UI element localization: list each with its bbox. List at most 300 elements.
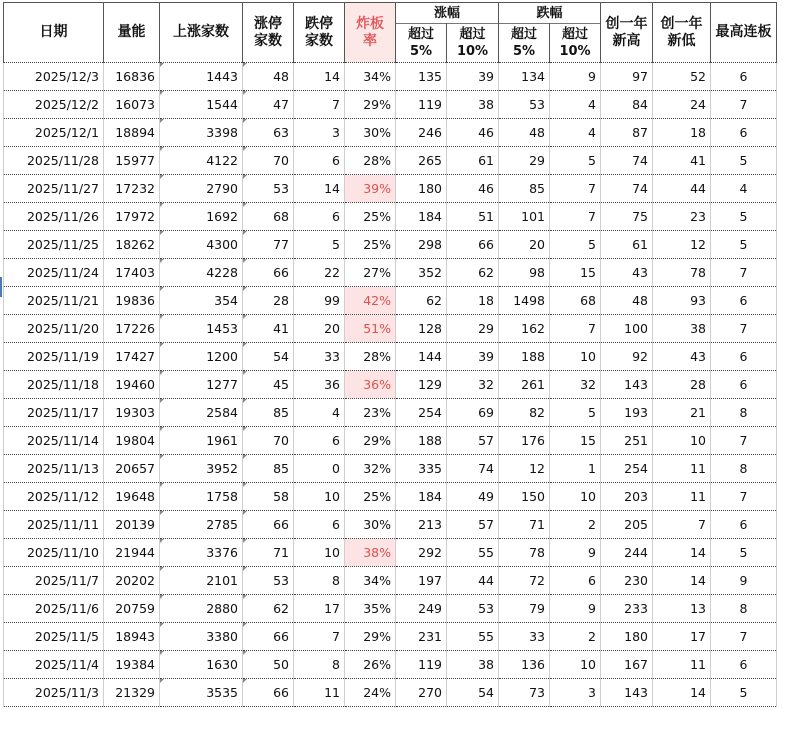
cell-rise-over-10[interactable]: 38 — [447, 651, 499, 679]
cell-fall-over-5[interactable]: 136 — [499, 651, 550, 679]
cell-year-low[interactable]: 44 — [653, 175, 711, 203]
cell-fall-over-5[interactable]: 53 — [499, 91, 550, 119]
cell-year-low[interactable]: 18 — [653, 119, 711, 147]
cell-volume[interactable]: 15977 — [104, 147, 160, 175]
cell-limit-down[interactable]: 17 — [294, 595, 345, 623]
cell-year-low[interactable]: 13 — [653, 595, 711, 623]
cell-date[interactable]: 2025/12/2 — [4, 91, 104, 119]
cell-max-streak[interactable]: 8 — [711, 455, 777, 483]
cell-fall-over-5[interactable]: 48 — [499, 119, 550, 147]
cell-rise-over-10[interactable]: 39 — [447, 343, 499, 371]
cell-year-high[interactable]: 203 — [601, 483, 653, 511]
cell-limit-down[interactable]: 3 — [294, 119, 345, 147]
cell-rise-over-10[interactable]: 49 — [447, 483, 499, 511]
cell-date[interactable]: 2025/11/24 — [4, 259, 104, 287]
cell-year-high[interactable]: 43 — [601, 259, 653, 287]
cell-fall-over-10[interactable]: 15 — [550, 259, 601, 287]
cell-max-streak[interactable]: 5 — [711, 679, 777, 707]
cell-up-count[interactable]: 1544 — [160, 91, 243, 119]
cell-volume[interactable]: 19303 — [104, 399, 160, 427]
cell-up-count[interactable]: 1443 — [160, 63, 243, 91]
cell-year-low[interactable]: 14 — [653, 679, 711, 707]
cell-limit-up[interactable]: 66 — [243, 511, 294, 539]
cell-year-high[interactable]: 97 — [601, 63, 653, 91]
cell-up-count[interactable]: 2584 — [160, 399, 243, 427]
cell-year-low[interactable]: 17 — [653, 623, 711, 651]
cell-volume[interactable]: 20657 — [104, 455, 160, 483]
cell-rise-over-5[interactable]: 292 — [396, 539, 447, 567]
cell-limit-up[interactable]: 66 — [243, 679, 294, 707]
cell-rise-over-5[interactable]: 270 — [396, 679, 447, 707]
cell-year-low[interactable]: 14 — [653, 567, 711, 595]
cell-max-streak[interactable]: 5 — [711, 147, 777, 175]
cell-max-streak[interactable]: 7 — [711, 315, 777, 343]
cell-year-high[interactable]: 75 — [601, 203, 653, 231]
cell-fall-over-10[interactable]: 5 — [550, 399, 601, 427]
header-fall-over-5[interactable]: 超过 5% — [499, 24, 550, 63]
cell-max-streak[interactable]: 7 — [711, 427, 777, 455]
cell-rise-over-5[interactable]: 335 — [396, 455, 447, 483]
cell-limit-up[interactable]: 28 — [243, 287, 294, 315]
cell-broken-rate[interactable]: 34% — [345, 567, 396, 595]
cell-year-high[interactable]: 233 — [601, 595, 653, 623]
cell-volume[interactable]: 17403 — [104, 259, 160, 287]
cell-fall-over-5[interactable]: 82 — [499, 399, 550, 427]
cell-date[interactable]: 2025/11/7 — [4, 567, 104, 595]
cell-limit-down[interactable]: 10 — [294, 483, 345, 511]
cell-limit-up[interactable]: 58 — [243, 483, 294, 511]
cell-volume[interactable]: 16836 — [104, 63, 160, 91]
cell-max-streak[interactable]: 8 — [711, 595, 777, 623]
cell-rise-over-5[interactable]: 265 — [396, 147, 447, 175]
cell-max-streak[interactable]: 6 — [711, 651, 777, 679]
cell-date[interactable]: 2025/11/12 — [4, 483, 104, 511]
cell-rise-over-5[interactable]: 144 — [396, 343, 447, 371]
cell-year-high[interactable]: 205 — [601, 511, 653, 539]
cell-rise-over-10[interactable]: 55 — [447, 539, 499, 567]
cell-broken-rate[interactable]: 23% — [345, 399, 396, 427]
cell-rise-over-5[interactable]: 231 — [396, 623, 447, 651]
cell-fall-over-5[interactable]: 134 — [499, 63, 550, 91]
cell-up-count[interactable]: 1961 — [160, 427, 243, 455]
cell-limit-down[interactable]: 14 — [294, 175, 345, 203]
cell-fall-over-10[interactable]: 6 — [550, 567, 601, 595]
cell-volume[interactable]: 17972 — [104, 203, 160, 231]
cell-date[interactable]: 2025/11/20 — [4, 315, 104, 343]
cell-max-streak[interactable]: 5 — [711, 231, 777, 259]
cell-date[interactable]: 2025/11/3 — [4, 679, 104, 707]
cell-volume[interactable]: 19836 — [104, 287, 160, 315]
cell-year-high[interactable]: 74 — [601, 147, 653, 175]
cell-date[interactable]: 2025/11/11 — [4, 511, 104, 539]
cell-broken-rate[interactable]: 35% — [345, 595, 396, 623]
cell-limit-up[interactable]: 63 — [243, 119, 294, 147]
header-year-low[interactable]: 创一年 新低 — [653, 3, 711, 63]
cell-limit-down[interactable]: 4 — [294, 399, 345, 427]
cell-fall-over-10[interactable]: 2 — [550, 623, 601, 651]
cell-fall-over-10[interactable]: 4 — [550, 91, 601, 119]
cell-volume[interactable]: 17427 — [104, 343, 160, 371]
cell-date[interactable]: 2025/11/21 — [4, 287, 104, 315]
cell-volume[interactable]: 21329 — [104, 679, 160, 707]
cell-limit-down[interactable]: 99 — [294, 287, 345, 315]
cell-year-low[interactable]: 93 — [653, 287, 711, 315]
cell-date[interactable]: 2025/11/27 — [4, 175, 104, 203]
cell-year-low[interactable]: 52 — [653, 63, 711, 91]
cell-volume[interactable]: 20759 — [104, 595, 160, 623]
cell-limit-up[interactable]: 47 — [243, 91, 294, 119]
cell-limit-up[interactable]: 45 — [243, 371, 294, 399]
header-year-high[interactable]: 创一年 新高 — [601, 3, 653, 63]
cell-fall-over-10[interactable]: 15 — [550, 427, 601, 455]
cell-fall-over-10[interactable]: 9 — [550, 595, 601, 623]
cell-volume[interactable]: 18894 — [104, 119, 160, 147]
cell-rise-over-5[interactable]: 119 — [396, 651, 447, 679]
cell-rise-over-10[interactable]: 57 — [447, 511, 499, 539]
cell-broken-rate[interactable]: 29% — [345, 91, 396, 119]
cell-limit-up[interactable]: 41 — [243, 315, 294, 343]
cell-fall-over-10[interactable]: 9 — [550, 63, 601, 91]
cell-volume[interactable]: 19804 — [104, 427, 160, 455]
cell-year-high[interactable]: 87 — [601, 119, 653, 147]
cell-max-streak[interactable]: 7 — [711, 259, 777, 287]
cell-year-low[interactable]: 11 — [653, 455, 711, 483]
cell-limit-up[interactable]: 53 — [243, 567, 294, 595]
header-broken-rate[interactable]: 炸板 率 — [345, 3, 396, 63]
cell-rise-over-5[interactable]: 128 — [396, 315, 447, 343]
cell-rise-over-5[interactable]: 188 — [396, 427, 447, 455]
cell-rise-over-10[interactable]: 61 — [447, 147, 499, 175]
cell-rise-over-5[interactable]: 184 — [396, 203, 447, 231]
cell-limit-up[interactable]: 71 — [243, 539, 294, 567]
cell-up-count[interactable]: 2880 — [160, 595, 243, 623]
cell-year-high[interactable]: 100 — [601, 315, 653, 343]
cell-limit-up[interactable]: 54 — [243, 343, 294, 371]
cell-max-streak[interactable]: 6 — [711, 511, 777, 539]
cell-rise-over-10[interactable]: 53 — [447, 595, 499, 623]
cell-date[interactable]: 2025/11/13 — [4, 455, 104, 483]
cell-broken-rate[interactable]: 29% — [345, 427, 396, 455]
cell-year-high[interactable]: 180 — [601, 623, 653, 651]
cell-limit-up[interactable]: 66 — [243, 623, 294, 651]
cell-up-count[interactable]: 354 — [160, 287, 243, 315]
cell-fall-over-10[interactable]: 5 — [550, 231, 601, 259]
cell-date[interactable]: 2025/11/25 — [4, 231, 104, 259]
cell-limit-down[interactable]: 6 — [294, 147, 345, 175]
cell-fall-over-10[interactable]: 7 — [550, 175, 601, 203]
cell-limit-down[interactable]: 14 — [294, 63, 345, 91]
cell-rise-over-5[interactable]: 62 — [396, 287, 447, 315]
cell-limit-down[interactable]: 6 — [294, 427, 345, 455]
cell-fall-over-10[interactable]: 9 — [550, 539, 601, 567]
header-limit-up[interactable]: 涨停 家数 — [243, 3, 294, 63]
cell-limit-down[interactable]: 8 — [294, 651, 345, 679]
cell-year-high[interactable]: 254 — [601, 455, 653, 483]
cell-broken-rate[interactable]: 26% — [345, 651, 396, 679]
cell-year-low[interactable]: 11 — [653, 651, 711, 679]
cell-broken-rate[interactable]: 30% — [345, 511, 396, 539]
cell-broken-rate[interactable]: 27% — [345, 259, 396, 287]
cell-year-low[interactable]: 11 — [653, 483, 711, 511]
cell-up-count[interactable]: 3535 — [160, 679, 243, 707]
cell-rise-over-5[interactable]: 119 — [396, 91, 447, 119]
cell-rise-over-10[interactable]: 18 — [447, 287, 499, 315]
cell-fall-over-5[interactable]: 188 — [499, 343, 550, 371]
header-up-count[interactable]: 上涨家数 — [160, 3, 243, 63]
cell-rise-over-5[interactable]: 254 — [396, 399, 447, 427]
cell-limit-up[interactable]: 48 — [243, 63, 294, 91]
cell-broken-rate[interactable]: 28% — [345, 147, 396, 175]
cell-broken-rate[interactable]: 32% — [345, 455, 396, 483]
cell-year-low[interactable]: 12 — [653, 231, 711, 259]
cell-rise-over-5[interactable]: 184 — [396, 483, 447, 511]
cell-fall-over-10[interactable]: 32 — [550, 371, 601, 399]
header-limit-down[interactable]: 跌停 家数 — [294, 3, 345, 63]
cell-rise-over-5[interactable]: 129 — [396, 371, 447, 399]
cell-rise-over-10[interactable]: 46 — [447, 119, 499, 147]
cell-broken-rate[interactable]: 29% — [345, 623, 396, 651]
cell-up-count[interactable]: 3398 — [160, 119, 243, 147]
cell-broken-rate[interactable]: 30% — [345, 119, 396, 147]
cell-broken-rate[interactable]: 25% — [345, 483, 396, 511]
header-fall-over-10[interactable]: 超过 10% — [550, 24, 601, 63]
cell-limit-down[interactable]: 0 — [294, 455, 345, 483]
cell-limit-down[interactable]: 7 — [294, 91, 345, 119]
cell-year-high[interactable]: 48 — [601, 287, 653, 315]
cell-up-count[interactable]: 1200 — [160, 343, 243, 371]
cell-limit-up[interactable]: 85 — [243, 399, 294, 427]
cell-fall-over-5[interactable]: 72 — [499, 567, 550, 595]
cell-year-low[interactable]: 78 — [653, 259, 711, 287]
cell-year-high[interactable]: 61 — [601, 231, 653, 259]
cell-fall-over-10[interactable]: 10 — [550, 343, 601, 371]
cell-rise-over-10[interactable]: 29 — [447, 315, 499, 343]
cell-up-count[interactable]: 2785 — [160, 511, 243, 539]
cell-limit-up[interactable]: 68 — [243, 203, 294, 231]
cell-volume[interactable]: 17232 — [104, 175, 160, 203]
header-date[interactable]: 日期 — [4, 3, 104, 63]
cell-broken-rate[interactable]: 38% — [345, 539, 396, 567]
cell-date[interactable]: 2025/12/1 — [4, 119, 104, 147]
cell-volume[interactable]: 18262 — [104, 231, 160, 259]
cell-year-low[interactable]: 14 — [653, 539, 711, 567]
header-max-streak[interactable]: 最高连板 — [711, 3, 777, 63]
header-rise-over-10[interactable]: 超过 10% — [447, 24, 499, 63]
cell-max-streak[interactable]: 7 — [711, 483, 777, 511]
cell-date[interactable]: 2025/11/6 — [4, 595, 104, 623]
cell-max-streak[interactable]: 9 — [711, 567, 777, 595]
cell-rise-over-10[interactable]: 38 — [447, 91, 499, 119]
cell-rise-over-5[interactable]: 246 — [396, 119, 447, 147]
header-rise-group[interactable]: 涨幅 — [396, 3, 499, 24]
cell-date[interactable]: 2025/11/19 — [4, 343, 104, 371]
header-rise-over-5[interactable]: 超过 5% — [396, 24, 447, 63]
cell-max-streak[interactable]: 4 — [711, 175, 777, 203]
cell-year-high[interactable]: 230 — [601, 567, 653, 595]
cell-rise-over-10[interactable]: 32 — [447, 371, 499, 399]
cell-year-high[interactable]: 143 — [601, 371, 653, 399]
cell-fall-over-10[interactable]: 68 — [550, 287, 601, 315]
cell-rise-over-10[interactable]: 46 — [447, 175, 499, 203]
cell-limit-down[interactable]: 6 — [294, 511, 345, 539]
cell-date[interactable]: 2025/11/28 — [4, 147, 104, 175]
cell-rise-over-5[interactable]: 180 — [396, 175, 447, 203]
cell-limit-up[interactable]: 53 — [243, 175, 294, 203]
cell-up-count[interactable]: 4122 — [160, 147, 243, 175]
cell-rise-over-5[interactable]: 213 — [396, 511, 447, 539]
cell-year-low[interactable]: 43 — [653, 343, 711, 371]
cell-fall-over-10[interactable]: 10 — [550, 651, 601, 679]
cell-up-count[interactable]: 3376 — [160, 539, 243, 567]
cell-fall-over-5[interactable]: 20 — [499, 231, 550, 259]
cell-broken-rate[interactable]: 25% — [345, 203, 396, 231]
cell-fall-over-10[interactable]: 2 — [550, 511, 601, 539]
cell-volume[interactable]: 20139 — [104, 511, 160, 539]
cell-year-high[interactable]: 193 — [601, 399, 653, 427]
cell-year-low[interactable]: 38 — [653, 315, 711, 343]
cell-broken-rate[interactable]: 36% — [345, 371, 396, 399]
cell-max-streak[interactable]: 8 — [711, 399, 777, 427]
cell-date[interactable]: 2025/11/17 — [4, 399, 104, 427]
cell-fall-over-10[interactable]: 3 — [550, 679, 601, 707]
cell-broken-rate[interactable]: 34% — [345, 63, 396, 91]
cell-broken-rate[interactable]: 28% — [345, 343, 396, 371]
cell-year-low[interactable]: 41 — [653, 147, 711, 175]
cell-limit-down[interactable]: 6 — [294, 203, 345, 231]
cell-rise-over-5[interactable]: 135 — [396, 63, 447, 91]
cell-fall-over-5[interactable]: 261 — [499, 371, 550, 399]
cell-year-high[interactable]: 244 — [601, 539, 653, 567]
cell-fall-over-5[interactable]: 101 — [499, 203, 550, 231]
cell-volume[interactable]: 20202 — [104, 567, 160, 595]
cell-limit-up[interactable]: 50 — [243, 651, 294, 679]
cell-year-high[interactable]: 84 — [601, 91, 653, 119]
cell-rise-over-10[interactable]: 51 — [447, 203, 499, 231]
cell-volume[interactable]: 19648 — [104, 483, 160, 511]
cell-volume[interactable]: 21944 — [104, 539, 160, 567]
cell-limit-down[interactable]: 10 — [294, 539, 345, 567]
cell-fall-over-5[interactable]: 12 — [499, 455, 550, 483]
cell-max-streak[interactable]: 5 — [711, 539, 777, 567]
cell-fall-over-5[interactable]: 33 — [499, 623, 550, 651]
cell-limit-up[interactable]: 85 — [243, 455, 294, 483]
cell-year-high[interactable]: 74 — [601, 175, 653, 203]
cell-limit-up[interactable]: 66 — [243, 259, 294, 287]
cell-max-streak[interactable]: 7 — [711, 91, 777, 119]
cell-rise-over-10[interactable]: 39 — [447, 63, 499, 91]
cell-fall-over-5[interactable]: 71 — [499, 511, 550, 539]
cell-rise-over-10[interactable]: 54 — [447, 679, 499, 707]
cell-year-high[interactable]: 167 — [601, 651, 653, 679]
cell-fall-over-5[interactable]: 85 — [499, 175, 550, 203]
cell-fall-over-10[interactable]: 7 — [550, 203, 601, 231]
cell-max-streak[interactable]: 6 — [711, 63, 777, 91]
cell-broken-rate[interactable]: 25% — [345, 231, 396, 259]
cell-max-streak[interactable]: 6 — [711, 343, 777, 371]
cell-fall-over-5[interactable]: 79 — [499, 595, 550, 623]
cell-rise-over-10[interactable]: 74 — [447, 455, 499, 483]
cell-up-count[interactable]: 2101 — [160, 567, 243, 595]
cell-limit-down[interactable]: 20 — [294, 315, 345, 343]
cell-fall-over-5[interactable]: 162 — [499, 315, 550, 343]
cell-fall-over-5[interactable]: 73 — [499, 679, 550, 707]
cell-max-streak[interactable]: 7 — [711, 623, 777, 651]
cell-broken-rate[interactable]: 42% — [345, 287, 396, 315]
cell-limit-up[interactable]: 70 — [243, 427, 294, 455]
cell-volume[interactable]: 19384 — [104, 651, 160, 679]
cell-up-count[interactable]: 4300 — [160, 231, 243, 259]
cell-broken-rate[interactable]: 39% — [345, 175, 396, 203]
cell-limit-down[interactable]: 33 — [294, 343, 345, 371]
cell-date[interactable]: 2025/11/5 — [4, 623, 104, 651]
cell-volume[interactable]: 18943 — [104, 623, 160, 651]
cell-fall-over-10[interactable]: 4 — [550, 119, 601, 147]
cell-fall-over-5[interactable]: 29 — [499, 147, 550, 175]
cell-up-count[interactable]: 1758 — [160, 483, 243, 511]
cell-up-count[interactable]: 1453 — [160, 315, 243, 343]
cell-up-count[interactable]: 1277 — [160, 371, 243, 399]
cell-year-low[interactable]: 23 — [653, 203, 711, 231]
cell-fall-over-5[interactable]: 150 — [499, 483, 550, 511]
cell-year-low[interactable]: 28 — [653, 371, 711, 399]
cell-fall-over-5[interactable]: 78 — [499, 539, 550, 567]
cell-date[interactable]: 2025/11/14 — [4, 427, 104, 455]
cell-year-low[interactable]: 21 — [653, 399, 711, 427]
cell-year-low[interactable]: 24 — [653, 91, 711, 119]
cell-limit-down[interactable]: 36 — [294, 371, 345, 399]
cell-up-count[interactable]: 3952 — [160, 455, 243, 483]
cell-broken-rate[interactable]: 24% — [345, 679, 396, 707]
cell-max-streak[interactable]: 6 — [711, 287, 777, 315]
cell-rise-over-5[interactable]: 352 — [396, 259, 447, 287]
cell-date[interactable]: 2025/11/18 — [4, 371, 104, 399]
cell-fall-over-10[interactable]: 1 — [550, 455, 601, 483]
cell-fall-over-10[interactable]: 7 — [550, 315, 601, 343]
cell-limit-down[interactable]: 22 — [294, 259, 345, 287]
cell-limit-up[interactable]: 70 — [243, 147, 294, 175]
cell-volume[interactable]: 19460 — [104, 371, 160, 399]
cell-rise-over-10[interactable]: 66 — [447, 231, 499, 259]
header-fall-group[interactable]: 跌幅 — [499, 3, 601, 24]
cell-rise-over-5[interactable]: 249 — [396, 595, 447, 623]
cell-rise-over-10[interactable]: 62 — [447, 259, 499, 287]
cell-date[interactable]: 2025/11/10 — [4, 539, 104, 567]
cell-rise-over-10[interactable]: 57 — [447, 427, 499, 455]
cell-fall-over-5[interactable]: 98 — [499, 259, 550, 287]
cell-max-streak[interactable]: 6 — [711, 371, 777, 399]
cell-limit-up[interactable]: 62 — [243, 595, 294, 623]
cell-date[interactable]: 2025/11/26 — [4, 203, 104, 231]
cell-limit-down[interactable]: 7 — [294, 623, 345, 651]
cell-fall-over-10[interactable]: 10 — [550, 483, 601, 511]
cell-limit-up[interactable]: 77 — [243, 231, 294, 259]
cell-year-low[interactable]: 7 — [653, 511, 711, 539]
cell-fall-over-5[interactable]: 176 — [499, 427, 550, 455]
cell-max-streak[interactable]: 5 — [711, 203, 777, 231]
cell-up-count[interactable]: 1630 — [160, 651, 243, 679]
cell-date[interactable]: 2025/12/3 — [4, 63, 104, 91]
cell-rise-over-10[interactable]: 69 — [447, 399, 499, 427]
cell-rise-over-10[interactable]: 44 — [447, 567, 499, 595]
cell-volume[interactable]: 16073 — [104, 91, 160, 119]
cell-up-count[interactable]: 3380 — [160, 623, 243, 651]
cell-limit-down[interactable]: 11 — [294, 679, 345, 707]
cell-year-low[interactable]: 10 — [653, 427, 711, 455]
cell-max-streak[interactable]: 6 — [711, 119, 777, 147]
cell-limit-down[interactable]: 8 — [294, 567, 345, 595]
cell-date[interactable]: 2025/11/4 — [4, 651, 104, 679]
cell-year-high[interactable]: 143 — [601, 679, 653, 707]
